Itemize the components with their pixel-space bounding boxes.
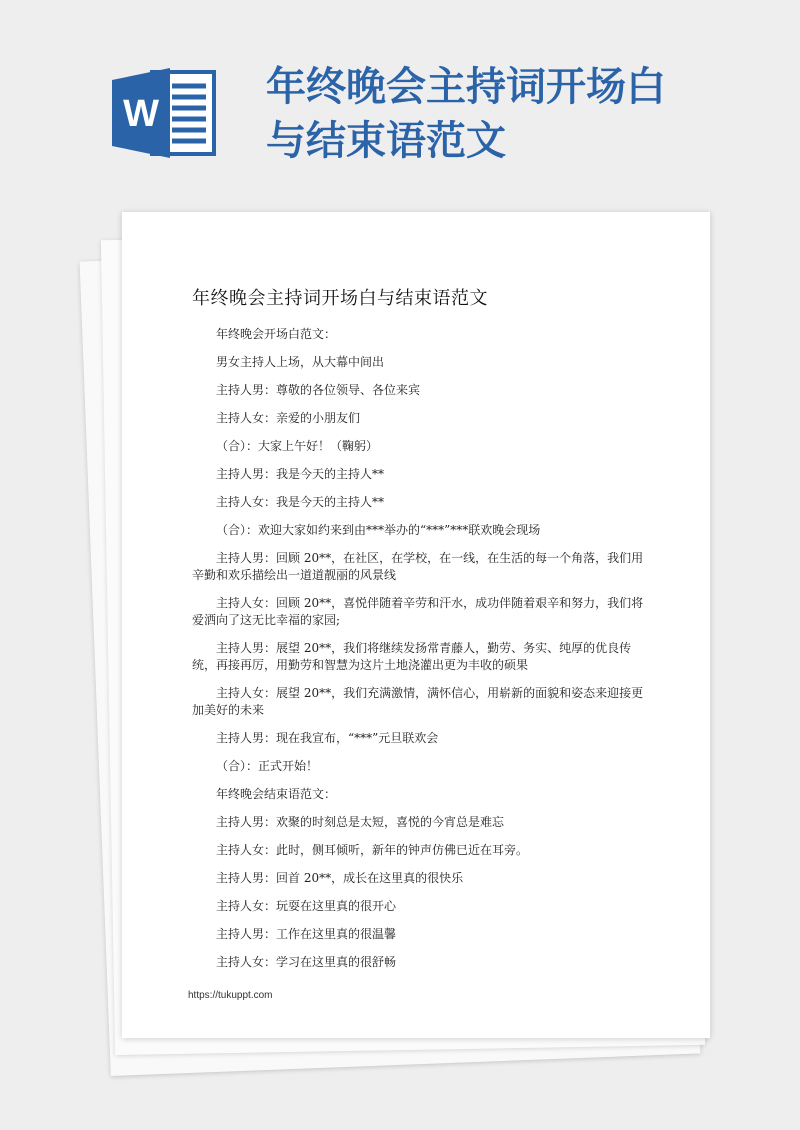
document-page (122, 212, 710, 1038)
document-paragraph: 主持人男：尊敬的各位领导、各位来宾 (216, 383, 421, 397)
document-paragraph: 主持人女：此时，侧耳倾听，新年的钟声仿佛已近在耳旁。 (216, 843, 529, 857)
document-paragraph: 主持人男：回顾 20**，在社区，在学校，在一线，在生活的每一个角落，我们用辛勤和欢乐描绘出一道道靓丽的风景线 (192, 551, 644, 582)
document-paragraph: 主持人男：现在我宣布，“***”元旦联欢会 (216, 731, 439, 745)
document-paragraph: 男女主持人上场，从大幕中间出 (216, 355, 385, 369)
logo-letter: W (123, 93, 159, 135)
document-body (192, 326, 646, 982)
document-paragraph: （合）：正式开始！ (216, 759, 319, 773)
document-paragraph: 年终晚会结束语范文： (216, 787, 337, 801)
document-paragraph: （合）：欢迎大家如约来到由***举办的“***”***联欢晚会现场 (216, 523, 541, 537)
header-title (266, 60, 786, 168)
document-paragraph: （合）：大家上午好！（鞠躬） (216, 439, 379, 453)
document-paragraph: 主持人女：亲爱的小朋友们 (216, 411, 361, 425)
header-title-line2: 与结束语范文 (266, 118, 506, 164)
document-title: 年终晚会主持词开场白与结束语范文 (192, 288, 488, 309)
document-paragraph: 主持人男：回首 20**，成长在这里真的很快乐 (216, 871, 464, 885)
footer-url: https://tukuppt.com (188, 990, 273, 1001)
document-paragraph: 主持人女：展望 20**，我们充满激情，满怀信心，用崭新的面貌和姿态来迎接更加美好的未来 (192, 686, 644, 717)
document-paragraph: 主持人男：展望 20**，我们将继续发扬常青藤人，勤劳、务实、纯厚的优良传统，再接再厉，用勤劳和智慧为这片土地浇灌出更为丰收的硕果 (192, 641, 632, 672)
document-paragraph: 主持人女：回顾 20**，喜悦伴随着辛劳和汗水，成功伴随着艰辛和努力，我们将爱洒向了这无比幸福的家园; (192, 596, 644, 627)
document-paragraph: 主持人男：我是今天的主持人** (216, 467, 385, 481)
document-paragraph: 主持人女：我是今天的主持人** (216, 495, 385, 509)
word-document-icon (112, 68, 222, 158)
header-title-line1: 年终晚会主持词开场白 (266, 64, 666, 110)
document-paragraph: 主持人男：欢聚的时刻总是太短，喜悦的今宵总是难忘 (216, 815, 505, 829)
page-header (0, 0, 800, 200)
document-paragraph: 主持人女：学习在这里真的很舒畅 (216, 955, 397, 969)
document-paragraph: 年终晚会开场白范文： (216, 327, 337, 341)
document-paragraph: 主持人男：工作在这里真的很温馨 (216, 927, 397, 941)
document-paragraph: 主持人女：玩耍在这里真的很开心 (216, 899, 397, 913)
